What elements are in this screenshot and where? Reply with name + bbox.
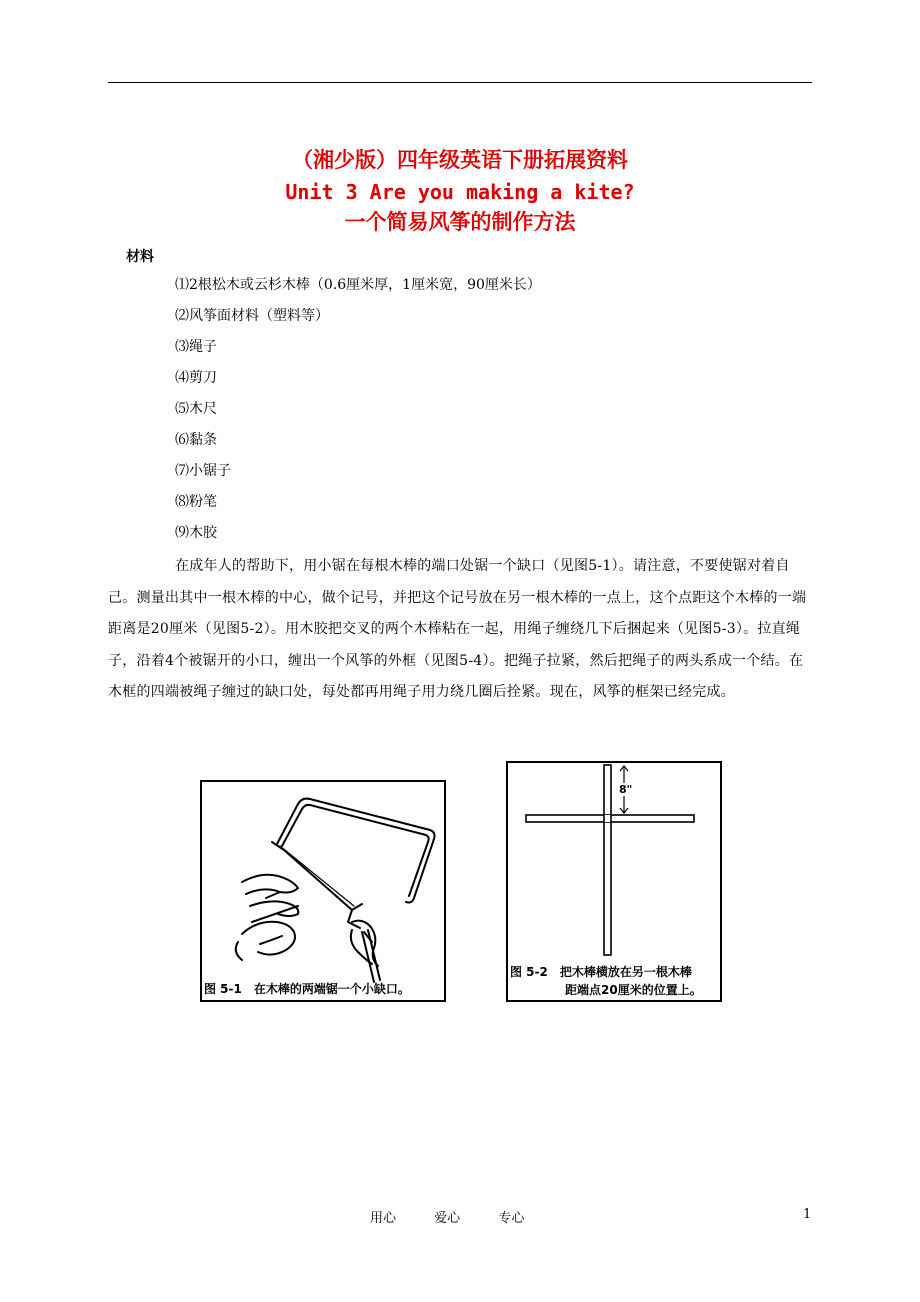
figure-5-2-caption-line1: 图 5-2 把木棒横放在另一根木棒	[510, 965, 692, 979]
header-rule	[108, 82, 812, 83]
list-item: ⑴2根松木或云杉木棒（0.6厘米厚，1厘米宽，90厘米长）	[175, 277, 541, 293]
subject-title: 一个简易风筝的制作方法	[344, 209, 576, 234]
measure-label: 8"	[619, 783, 633, 796]
page-number: 1	[803, 1207, 812, 1222]
list-item: ⑼木胶	[175, 525, 217, 541]
vertical-stick	[604, 765, 611, 955]
instructions-paragraph: 在成年人的帮助下，用小锯在每根木棒的端口处锯一个缺口（见图5-1）。请注意，不要使锯对着自己。测量出其中一根木棒的中心，做个记号，并把这个记号放在另一根木棒的一点上，这个点距这个木棒的一端距离是20厘米（见图5-2）。用木胶把交叉的两个木棒粘在一起，用绳子缠绕几下后捆起来（见图5-3）。拉直绳子，沿着4个被锯开的小口，缠出一个风筝的外框（见图5-4）。把绳子拉紧，然后把绳子的两头系成一个结。在木框的四端被绳子缠过的缺口处，每处都再用绳子用力绕几圈后拴紧。现在，风筝的框架已经完成。	[108, 558, 807, 700]
list-item: ⑸木尺	[175, 401, 217, 417]
figure-5-2-caption-line2: 距端点20厘米的位置上。	[565, 983, 702, 997]
figure-5-1-caption: 图 5-1 在木棒的两端锯一个小缺口。	[204, 982, 410, 996]
saw-illustration	[202, 782, 444, 1000]
list-item: ⑹黏条	[175, 432, 217, 448]
list-item: ⑻粉笔	[175, 494, 217, 510]
figure-5-1	[200, 780, 446, 1002]
list-item: ⑶绳子	[175, 339, 217, 355]
footer-word: 专心	[498, 1211, 525, 1226]
list-item: ⑵风筝面材料（塑料等）	[175, 308, 329, 324]
materials-list	[175, 275, 541, 554]
footer-word: 用心	[370, 1211, 397, 1226]
doc-title: （湘少版）四年级英语下册拓展资料	[292, 147, 628, 172]
unit-title: Unit 3 Are you making a kite?	[285, 180, 635, 204]
list-item: ⑷剪刀	[175, 370, 217, 386]
list-item: ⑺小锯子	[175, 463, 231, 479]
materials-heading: 材料	[126, 249, 154, 265]
footer-word: 爱心	[434, 1211, 461, 1226]
figure-5-2	[506, 761, 722, 1002]
footer-motto	[370, 1207, 558, 1226]
